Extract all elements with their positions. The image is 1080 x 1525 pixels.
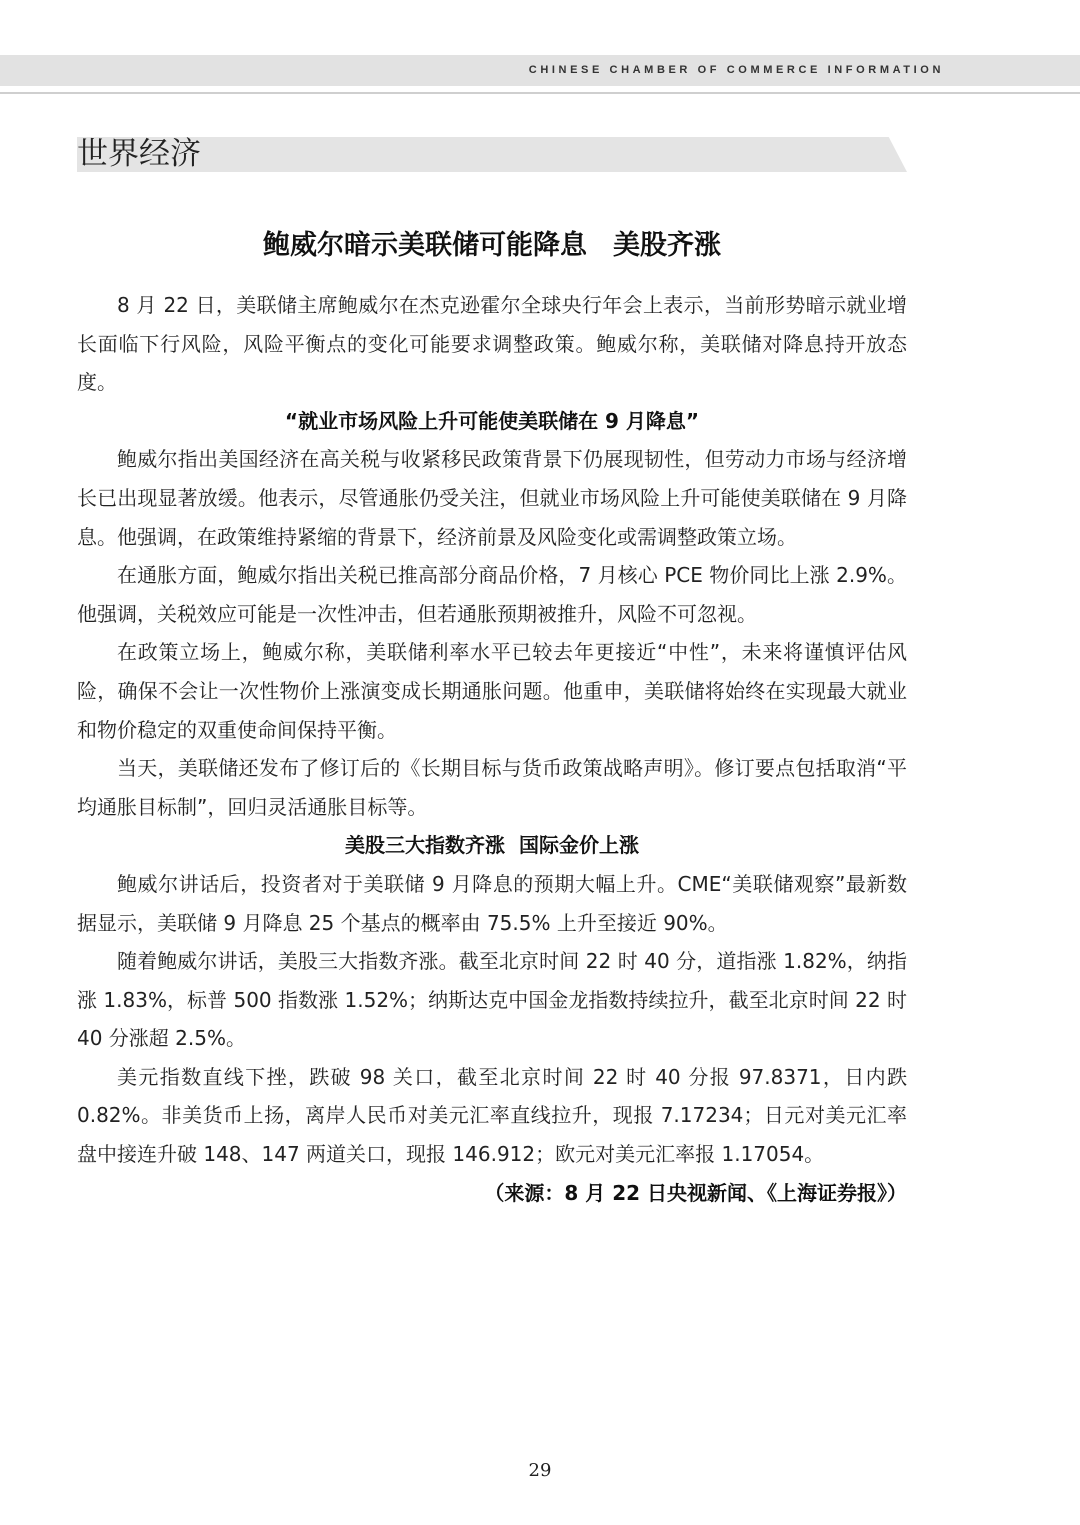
article-body	[77, 286, 907, 1212]
paragraph: 在通胀方面，鲍威尔指出关税已推高部分商品价格，7 月核心 PCE 物价同比上涨 2.9%。他强调，关税效应可能是一次性冲击，但若通胀预期被推升，风险不可忽视。	[77, 563, 907, 626]
section-title: 世界经济	[77, 136, 201, 172]
paragraph: 当天，美联储还发布了修订后的《长期目标与货币政策战略声明》。修订要点包括取消“平均通胀目标制”，回归灵活通胀目标等。	[77, 756, 907, 819]
section-band	[77, 137, 907, 172]
subheading: 美股三大指数齐涨 国际金价上涨	[345, 833, 639, 858]
paragraph: 美元指数直线下挫，跌破 98 关口，截至北京时间 22 时 40 分报 97.8371，日内跌 0.82%。非美货币上扬，离岸人民币对美元汇率直线拉升，现报 7.17234；日元对美元汇率盘中接连升破 148、147 两道关口，现报 146.912；欧元对美元汇率报 1.17054。	[77, 1064, 907, 1167]
article-title-secondary: 美股齐涨	[613, 230, 721, 261]
header-divider	[0, 92, 1080, 94]
article-title	[77, 224, 907, 268]
paragraph: 鲍威尔讲话后，投资者对于美联储 9 月降息的预期大幅上升。CME“美联储观察”最新数据显示，美联储 9 月降息 25 个基点的概率由 75.5% 上升至接近 90%。	[77, 871, 907, 935]
paragraph: 在政策立场上，鲍威尔称，美联储利率水平已较去年更接近“中性”，未来将谨慎评估风险，确保不会让一次性物价上涨演变成长期通胀问题。他重申，美联储将始终在实现最大就业和物价稳定的双重使命间保持平衡。	[77, 640, 907, 742]
paragraph: 8 月 22 日，美联储主席鲍威尔在杰克逊霍尔全球央行年会上表示，当前形势暗示就业增长面临下行风险，风险平衡点的变化可能要求调整政策。鲍威尔称，美联储对降息持开放态度。	[77, 293, 907, 395]
subheading: “就业市场风险上升可能使美联储在 9 月降息”	[284, 408, 700, 433]
page-number: 29	[528, 1460, 552, 1481]
paragraph: 随着鲍威尔讲话，美股三大指数齐涨。截至北京时间 22 时 40 分，道指涨 1.82%，纳指涨 1.83%，标普 500 指数涨 1.52%；纳斯达克中国金龙指数持续拉升，截至北京时间 22 时 40 分涨超 2.5%。	[77, 949, 907, 1051]
paragraph: 鲍威尔指出美国经济在高关税与收紧移民政策背景下仍展现韧性，但劳动力市场与经济增长已出现显著放缓。他表示，尽管通胀仍受关注，但就业市场风险上升可能使美联储在 9 月降息。他强调，在政策维持紧缩的背景下，经济前景及风险变化或需调整政策立场。	[77, 447, 907, 549]
article-title-main: 鲍威尔暗示美联储可能降息	[263, 230, 587, 261]
publication-name: CHINESE CHAMBER OF COMMERCE INFORMATION	[528, 64, 944, 76]
article-source: （来源：8 月 22 日央视新闻、《上海证券报》）	[484, 1180, 907, 1205]
